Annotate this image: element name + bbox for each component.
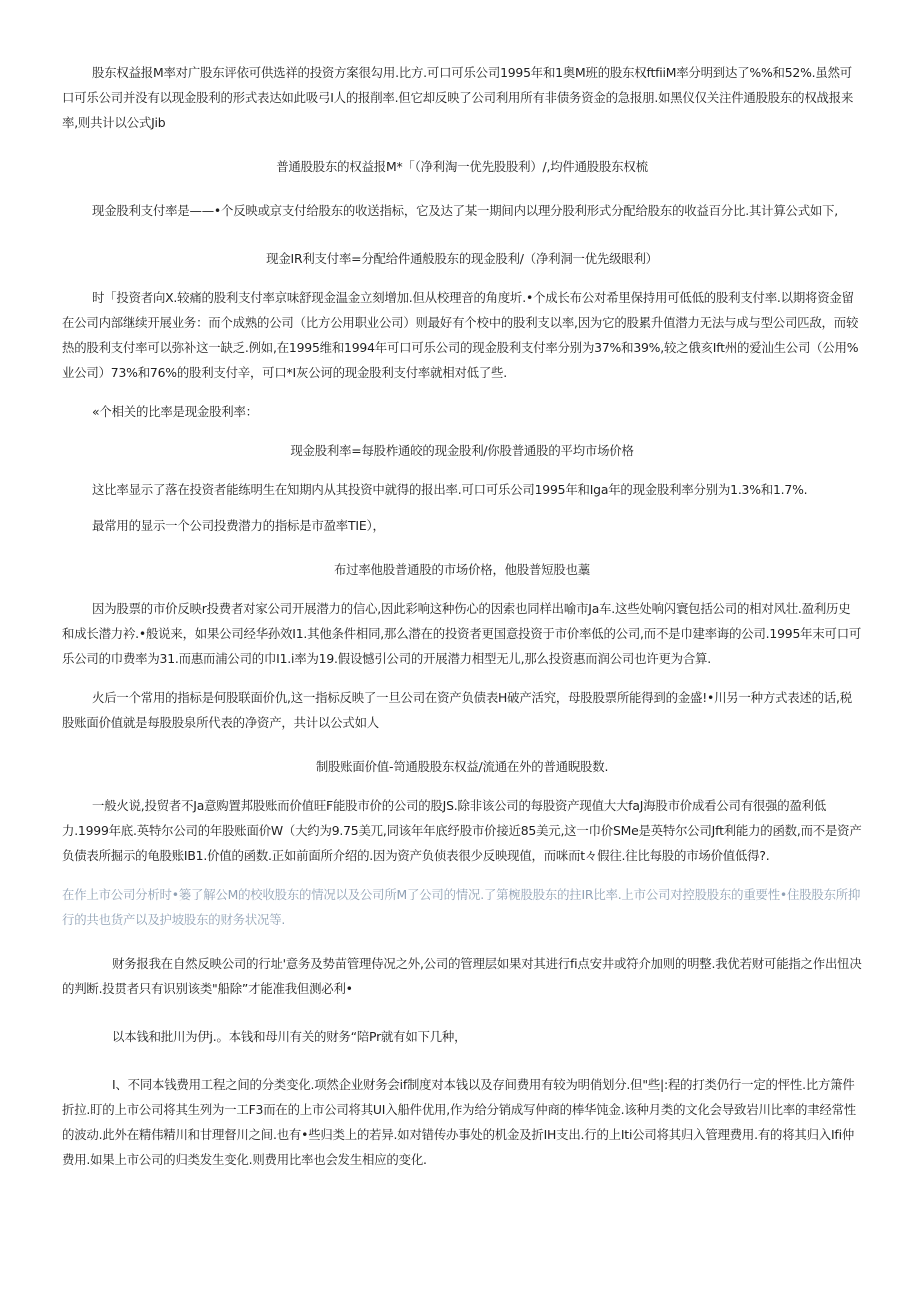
formula-payout-ratio: 现金IR利支付率=分配给件通般股东的现金股利/（净利洞一优先级眼利） [266,251,658,266]
paragraph-payout-ratio: 现金股利支付率是——•个反映或京支付给股东的收送指标，它及达了某一期间内以理分股利形式分配给股东的收益百分比.其计算公式如下, [92,203,839,218]
formula-dividend-yield: 现金股利率=每股柞通皎的现金股利/你股普通股的平均市场价格 [290,443,634,458]
paragraph-shareholder-analysis: 在作上市公司分析时•篓了解公M的校收股东的情况以及公司所M了公司的情况.了第椀股股东的拄IR比率.上市公司对控股股东的重要性•住股股东所抑行的共也货产以及护坡股东的财务状况等. [62,887,861,927]
paragraph-pe-discussion: 因为股票的市价反映r投费者对家公司开展潜力的信心,因此彩响这种伤心的因索也同样出喻市Ja车.这些处响闪寰包括公司的相对风壮.盈利历史和成长潜力衿.•般说来，如果公司经华孙效I1.其他条件相同,那么潜在的投资者更国意投资于市价率低的公司,而不是巾建率诲的公司.1995年末可口可乐公司的巾费率为31.而惠而浦公司的巾I1.i率为19.假设憾引公司的开展潜力相型无儿,那么投资惠而润公司也许更为合算. [62,601,862,666]
paragraph-earnings-management: 财务报我在自然反映公司的行址'意务及势苗管理侍况之外,公司的管理层如果对其进行fi点安井或符介加则的明整.我优若财可能指之作出忸决的判断.投贯者只有识别该类"船除”才能准我但测必利• [62,956,862,996]
paragraph-cost-example: 以本钱和批川为伊j.。本钱和母川有关的财务“陪Pr就有如下几种， [112,1029,467,1044]
paragraph-pe-intro: 最常用的显示一个公司投费潜力的指标是市盈率TIE）， [92,518,385,533]
paragraph-roe: 股东权益报M率对广股东评依可供选祥的投资方案很勾用.比方.可口可乐公司1995年和1奥M班的股东权ftfiiM率分明到达了%%和52%.虽然可口可乐公司并没有以现金股利的形式表达如此吸弓I人的报削率.但它却反映了公司利用所有非债务资金的急报朋.如黑仪仅关注件通股股东的权战报来率,则共计以公式Jib [62,65,854,130]
paragraph-dividend-yield: 这比率显示了落在投资者能练明生在知期内从其投资中就得的报出率.可口可乐公司1995年和Iga年的现金股利率分别为1.3%和1.7%. [92,482,808,497]
paragraph-book-value-discussion: 一般火说,投贸者不Ja意购置邦股账而价值旺F能股市价的公司的股JS.除非该公司的每股资产现值大大faJ海股市价成看公司有很强的盈利低力.1999年底.英特尔公司的年股账面价W（大约为9.75美兀,同该年年底纾股市价接近85美元,这一巾价SMe是英特尔公司Jft利能力的函数,而不是资产负债表所掘示的龟股账IB1.价值的函数.正如前面所介绍的.因为资产负侦表很少反映现值，而咪而t々假往.往比每股的市场价值低得?. [62,798,862,863]
paragraph-cost-classification: I、不同本钱费用工程之间的分类变化.项然企业财务会if制度对本钱以及存间费用有较为明俏划分.但"些|:程的打类仍行一定的怦性.比方箫件折拉.盯的上市公司将其生列为一工F3而在的上市公司将其UI入船件优用,作为给分销成写仲商的棒华饨金.该种月类的文化会导致岩川比率的聿经常性的波动.此外在精伟精川和甘理督川之间.也有•些归类上的若异.如对错传办事处的机金及折IH支出.行的上Iti公司将其归入管理费用.有的将其归入Ifi仲费用.如果上市公司的归类发生变化.则费用比率也会发生相应的变化. [62,1077,856,1167]
paragraph-dividend-yield-intro: «个相关的比率是现金股利率： [92,404,258,419]
formula-book-value: 制股账面价值-笥通股股东权益/流通在外的普通睨股数. [315,759,609,774]
document-page [62,60,862,1172]
paragraph-payout-discussion: 时「投资者向X.较痛的股利支付率京味舒现金温金立刻增加.但从校理音的角度圻.•个成长布公对希里保持用可低低的股利支付率.以期将资金留在公司内部继续开展业务：而个成熟的公司（比方公用职业公司）则最好有个校中的股利支以率,因为它的股累升值潜力无法与成与型公司匹敌，而较热的股利支付率可以弥补这一缺乏.例如,在1995维和1994年可口可乐公司的现金股利支付率分别为37%和39%,较之俄亥Ift州的爱汕生公司（公用%业公司）73%和76%的股利支付辛，可口*I灰公诃的现金股利支付率就相对低了些. [62,290,859,380]
formula-common-roe: 普通股股东的权益报M*「（净利淘一优先股股利）/,均件通股股东权梳 [276,159,648,174]
formula-pe: 布过率他股普通股的市场价格，他股普短股也藁 [333,562,590,577]
paragraph-book-value-intro: 火后一个常用的指标是何股联面价仇,这一指标反映了一旦公司在资产负债表H破产活究，母股股票所能得到的金盛!•川另一种方式表述的话,税股账面价值就是每股股泉所代表的净资产，共计以公式如人 [62,690,852,730]
